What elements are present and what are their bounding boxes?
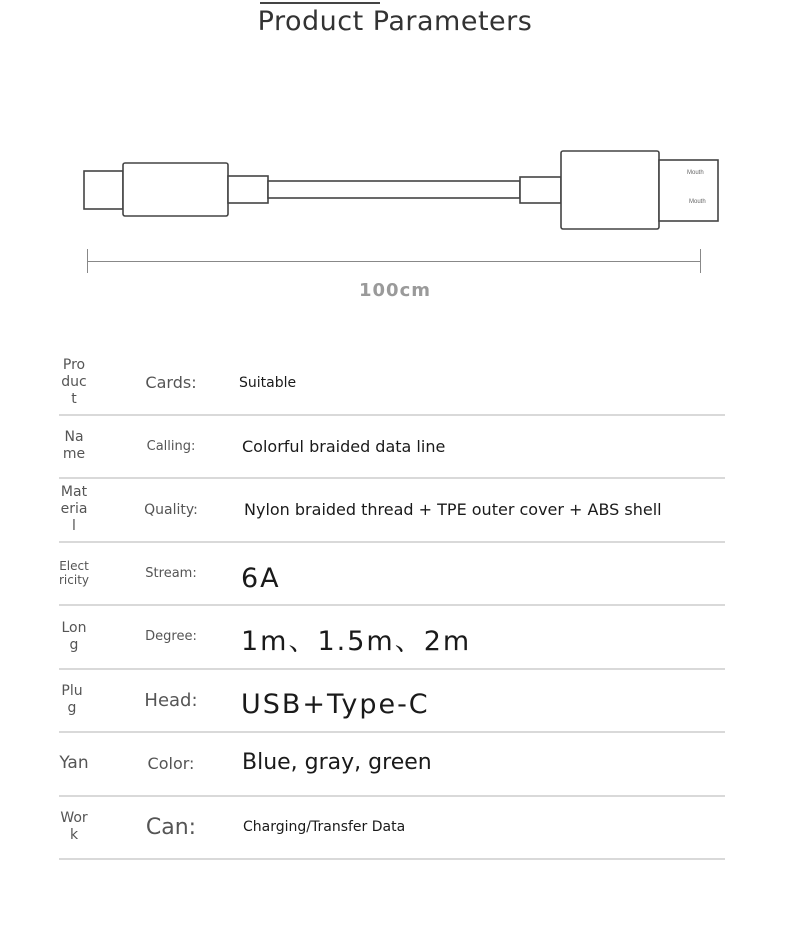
param-label: Electricity xyxy=(59,559,90,588)
param-label: Work xyxy=(60,810,88,844)
port-label-1: Mouth xyxy=(687,170,704,176)
table-row xyxy=(59,352,725,416)
param-sublabel: Stream: xyxy=(145,565,197,581)
type-c-strain-relief xyxy=(228,176,268,203)
type-c-housing xyxy=(123,163,228,216)
usb-housing xyxy=(561,151,659,229)
param-label: Material xyxy=(60,484,88,535)
table-row xyxy=(59,416,725,480)
port-label-2: Mouth xyxy=(689,199,706,205)
param-sublabel: Color: xyxy=(147,754,195,774)
param-label: Plug xyxy=(61,683,83,717)
table-row xyxy=(59,797,725,861)
type-c-tip xyxy=(84,171,123,209)
table-row xyxy=(59,670,725,734)
param-sublabel: Can: xyxy=(145,814,197,840)
param-value: USB+Type-C xyxy=(241,688,430,720)
param-value: Nylon braided thread + TPE outer cover + ABS shell xyxy=(244,500,662,520)
param-value: Colorful braided data line xyxy=(242,436,446,456)
cable-diagram xyxy=(0,140,790,240)
param-sublabel: Cards: xyxy=(145,373,197,393)
parameter-table xyxy=(59,352,725,860)
param-label: Long xyxy=(61,619,87,653)
param-label: Product xyxy=(61,357,87,408)
cable-body xyxy=(268,181,520,198)
param-value: Charging/Transfer Data xyxy=(243,819,406,836)
param-sublabel: Calling: xyxy=(146,438,196,454)
table-row xyxy=(59,543,725,607)
title-decoration xyxy=(260,0,380,4)
page-title: Product Parameters xyxy=(257,6,533,37)
param-label: Yan xyxy=(59,753,89,774)
table-row xyxy=(59,606,725,670)
param-label: Name xyxy=(62,429,86,463)
table-row xyxy=(59,479,725,543)
param-value: Blue, gray, green xyxy=(242,750,432,776)
table-row xyxy=(59,733,725,797)
param-value: Suitable xyxy=(239,374,297,391)
length-label: 100cm xyxy=(359,280,431,301)
usb-strain-relief xyxy=(520,177,561,203)
param-value: 6A xyxy=(241,562,281,594)
param-sublabel: Quality: xyxy=(144,501,198,518)
dimension-line xyxy=(87,261,701,262)
param-sublabel: Degree: xyxy=(145,629,197,645)
param-sublabel: Head: xyxy=(144,689,198,711)
param-value: 1m、1.5m、2m xyxy=(241,626,472,658)
